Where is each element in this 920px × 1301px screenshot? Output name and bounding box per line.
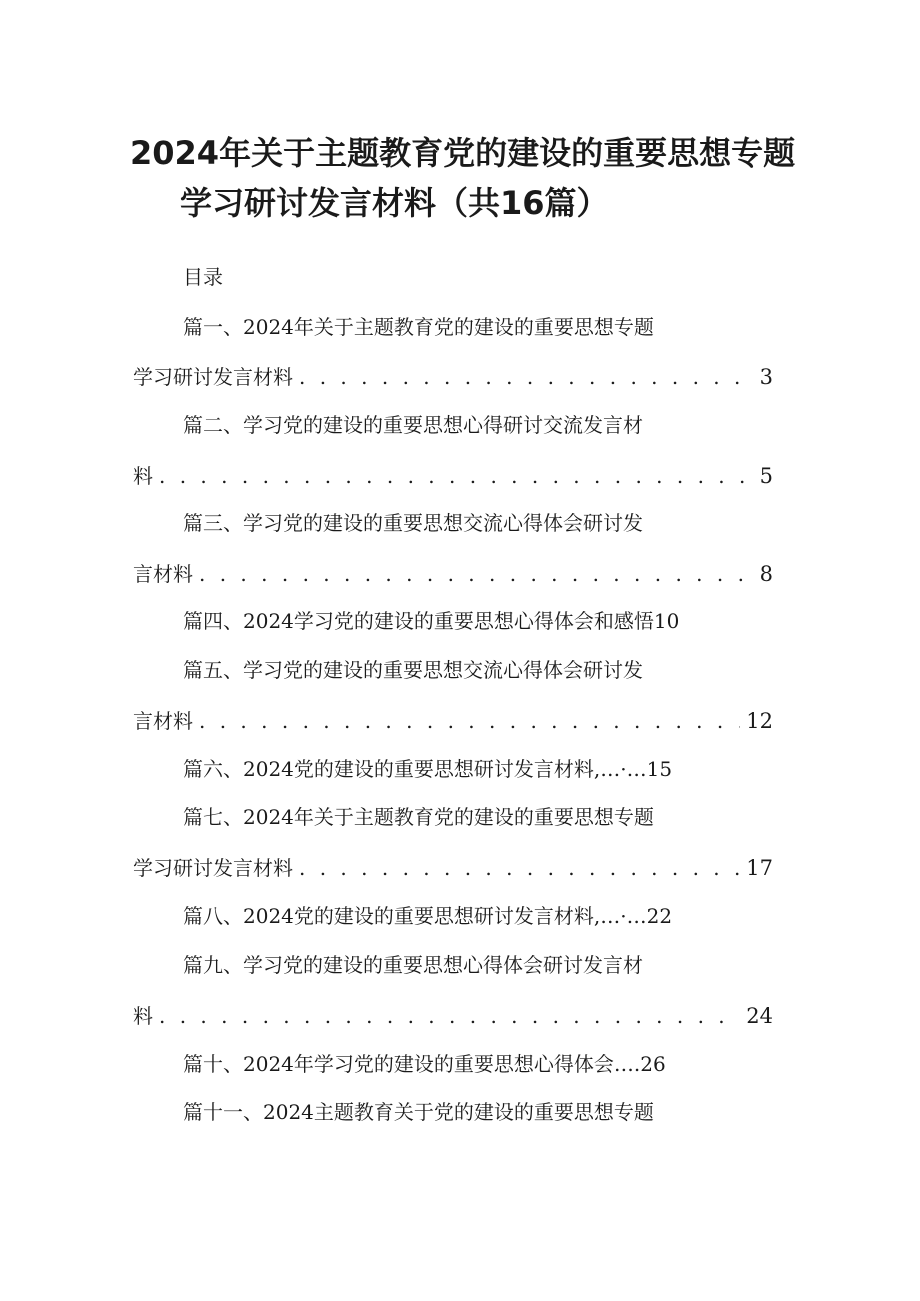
toc-entry-text: 言材料 bbox=[133, 709, 193, 733]
document-title bbox=[130, 128, 810, 228]
dot-leader bbox=[159, 461, 754, 491]
toc-page-number: 8 bbox=[759, 562, 773, 586]
toc-entry-6[interactable]: 篇六、2024党的建设的重要思想研讨发言材料,…·…15 bbox=[183, 757, 673, 781]
dot-leader bbox=[299, 853, 740, 883]
toc-page-number: 17 bbox=[746, 856, 773, 880]
toc-heading: 目录 bbox=[183, 265, 223, 289]
title-line-2: 学习研讨发言材料（共16篇） bbox=[180, 184, 609, 222]
toc-entry-text: 料 bbox=[133, 464, 153, 488]
toc-entry-1-line1[interactable]: 篇一、2024年关于主题教育党的建设的重要思想专题 bbox=[183, 315, 654, 339]
toc-entry-9-line1[interactable]: 篇九、学习党的建设的重要思想心得体会研讨发言材 bbox=[183, 953, 643, 977]
toc-page-number: 24 bbox=[746, 1004, 773, 1028]
toc-entry-11[interactable]: 篇十一、2024主题教育关于党的建设的重要思想专题 bbox=[183, 1100, 654, 1124]
toc-entry-text: 学习研讨发言材料 bbox=[133, 856, 293, 880]
toc-entry-text: 言材料 bbox=[133, 562, 193, 586]
toc-entry-text: 学习研讨发言材料 bbox=[133, 365, 293, 389]
toc-entry-8[interactable]: 篇八、2024党的建设的重要思想研讨发言材料,…·…22 bbox=[183, 904, 673, 928]
toc-entry-5-line1[interactable]: 篇五、学习党的建设的重要思想交流心得体会研讨发 bbox=[183, 658, 643, 682]
dot-leader bbox=[199, 559, 754, 589]
toc-entry-2-line1[interactable]: 篇二、学习党的建设的重要思想心得研讨交流发言材 bbox=[183, 413, 643, 437]
toc-entry-1-line2[interactable] bbox=[133, 362, 773, 392]
toc-entry-3-line1[interactable]: 篇三、学习党的建设的重要思想交流心得体会研讨发 bbox=[183, 511, 643, 535]
toc-entry-10[interactable]: 篇十、2024年学习党的建设的重要思想心得体会….26 bbox=[183, 1052, 666, 1076]
dot-leader bbox=[159, 1001, 740, 1031]
toc-entry-7-line2[interactable] bbox=[133, 853, 773, 883]
toc-entry-3-line2[interactable] bbox=[133, 559, 773, 589]
toc-entry-9-line2[interactable] bbox=[133, 1001, 773, 1031]
toc-page-number: 3 bbox=[759, 365, 773, 389]
title-line-1: 2024年关于主题教育党的建设的重要思想专题 bbox=[130, 134, 796, 172]
dot-leader bbox=[299, 362, 754, 392]
toc-page-number: 12 bbox=[746, 709, 773, 733]
toc-entry-2-line2[interactable] bbox=[133, 461, 773, 491]
toc-entry-7-line1[interactable]: 篇七、2024年关于主题教育党的建设的重要思想专题 bbox=[183, 805, 654, 829]
toc-entry-4[interactable]: 篇四、2024学习党的建设的重要思想心得体会和感悟10 bbox=[183, 609, 680, 633]
toc-page-number: 5 bbox=[759, 464, 773, 488]
toc-entry-text: 料 bbox=[133, 1004, 153, 1028]
toc-entry-5-line2[interactable] bbox=[133, 706, 773, 736]
dot-leader bbox=[199, 706, 740, 736]
